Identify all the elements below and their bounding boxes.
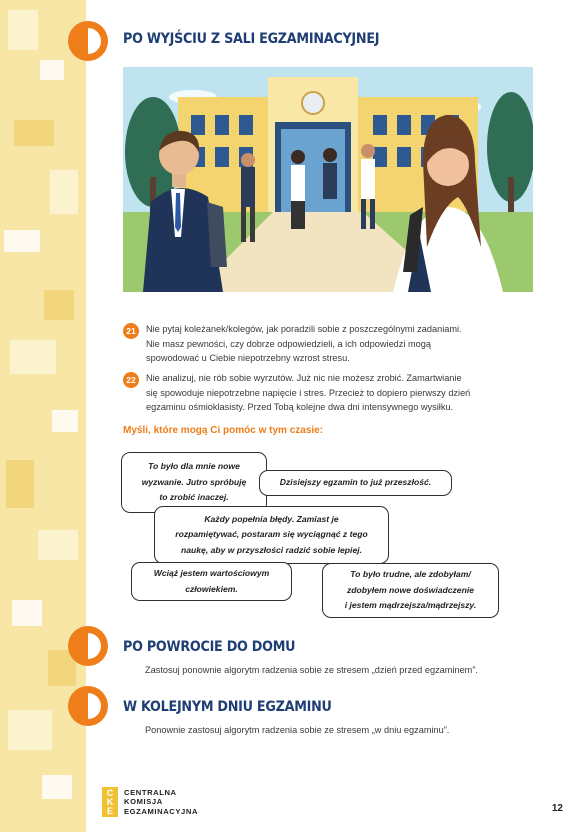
cke-logo-mark: C K E bbox=[102, 787, 118, 817]
cke-logo bbox=[102, 787, 198, 817]
students-illustration bbox=[123, 67, 533, 292]
next-day-text: Ponownie zastosuj algorytm radzenia sobie ze stresem „w dniu egzaminu”. bbox=[145, 725, 450, 735]
section-marker bbox=[68, 21, 108, 61]
page-number: 12 bbox=[551, 803, 563, 814]
section-title-after-exam: PO WYJŚCIU Z SALI EGZAMINACYJNEJ bbox=[123, 31, 380, 47]
tip-21 bbox=[123, 322, 523, 366]
tip-number-badge: 21 bbox=[123, 323, 139, 339]
cke-logo-text: CENTRALNA KOMISJA EGZAMINACYJNA bbox=[124, 787, 199, 816]
tip-number-badge: 22 bbox=[123, 372, 139, 388]
thought-bubble: To było trudne, ale zdobyłam/ zdobyłem nowe doświadczenie i jestem mądrzejsza/mądrzejszy. bbox=[322, 563, 499, 618]
tip-text: Nie pytaj koleżanek/kolegów, jak poradzili sobie z poszczególnymi zadaniami. Nie masz pewności, czy dobrze odpowiedzieli, a ich odpowiedzi mogą spowodować u Ciebie niepotrzebny wzrost stresu. bbox=[146, 324, 462, 363]
back-home-text: Zastosuj ponownie algorytm radzenia sobie ze stresem „dzień przed egzaminem”. bbox=[145, 665, 478, 675]
tip-text: Nie analizuj, nie rób sobie wyrzutów. Już nic nie możesz zrobić. Zamartwianie się spowoduje niepotrzebne napięcie i stres. Przecież to dopiero pierwszy dzień egzaminu ośmioklasisty. Przed Tobą kolejne dwa dni intensywnego wysiłku. bbox=[146, 373, 471, 412]
thought-bubble: Dzisiejszy egzamin to już przeszłość. bbox=[259, 470, 452, 496]
section-marker bbox=[68, 626, 108, 666]
thoughts-title: Myśli, które mogą Ci pomóc w tym czasie: bbox=[123, 425, 324, 436]
section-title-back-home: PO POWROCIE DO DOMU bbox=[123, 639, 296, 655]
tip-22 bbox=[123, 371, 523, 415]
thought-bubble: To było dla mnie nowe wyzwanie. Jutro spróbuję to zrobić inaczej. bbox=[121, 452, 267, 513]
section-marker bbox=[68, 686, 108, 726]
thought-bubble: Każdy popełnia błędy. Zamiast je rozpamiętywać, postaram się wyciągnąć z tego naukę, aby w przyszłości radzić sobie lepiej. bbox=[154, 506, 389, 564]
thought-bubble: Wciąż jestem wartościowym człowiekiem. bbox=[131, 562, 292, 601]
section-title-next-day: W KOLEJNYM DNIU EGZAMINU bbox=[123, 699, 332, 715]
